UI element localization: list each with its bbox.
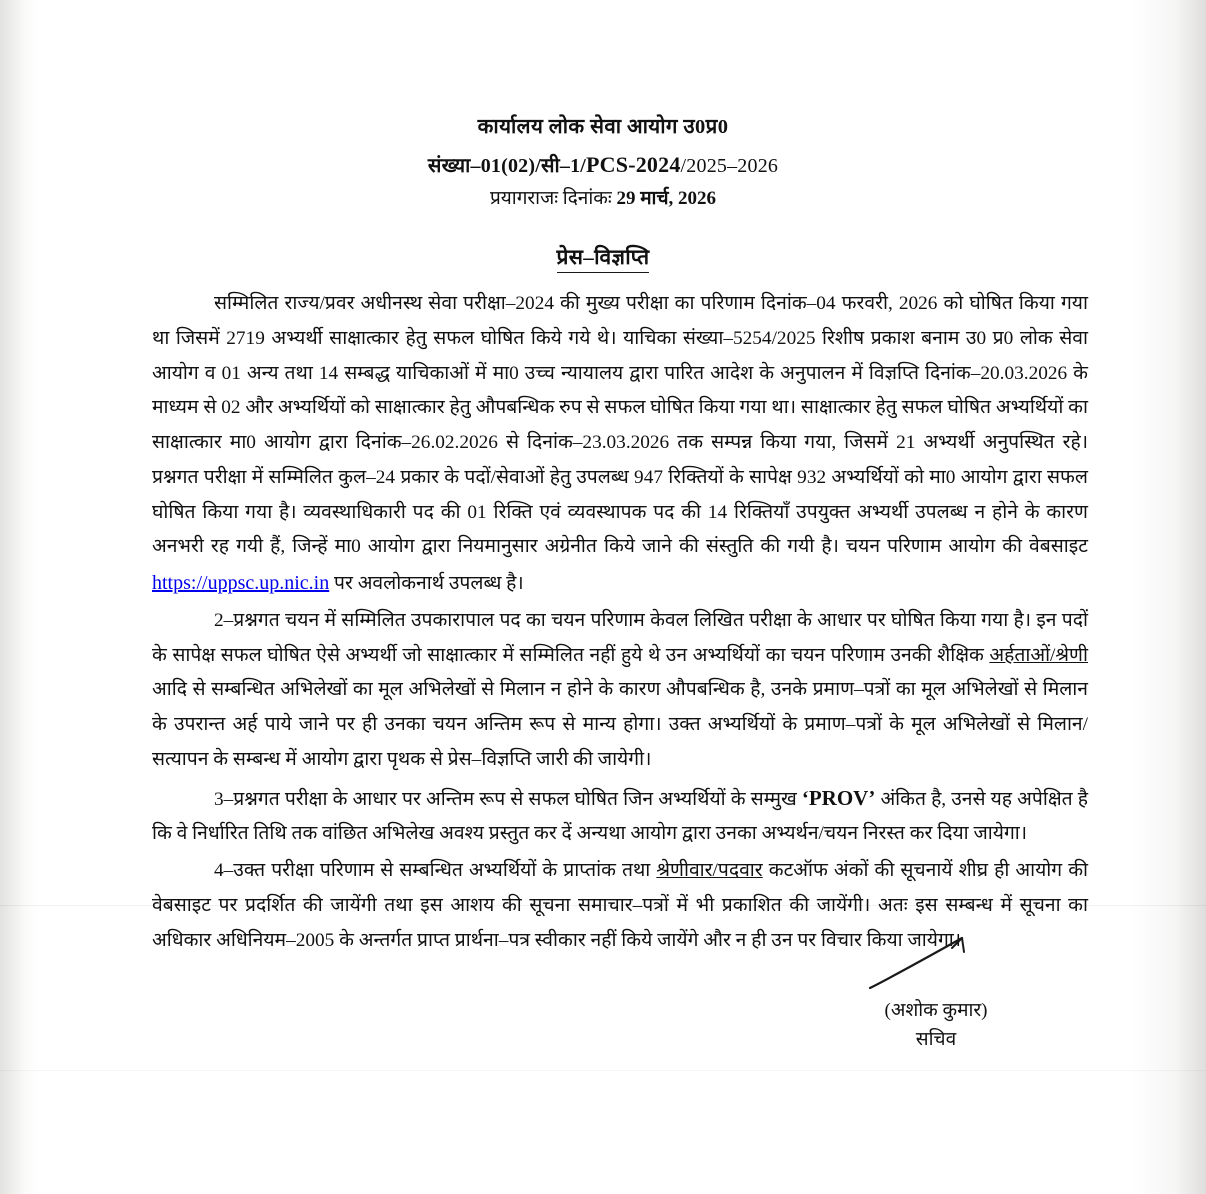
- paragraph-2: [152, 604, 1088, 778]
- paragraph-2-tail: आदि से सम्बन्धित अभिलेखों का मूल अभिलेखों से मिलान न होने के कारण औपबन्धिक है, उनके प्रमाण–पत्रों का मूल अभिलेखों से मिलान के उपरान्त अर्ह पाये जाने पर ही उनका चयन अन्तिम रूप से मान्य होगा। उक्त अभ्यर्थियों के प्रमाण–पत्रों के मूल अभिलेखों से मिलान/सत्यापन के सम्बन्ध में आयोग द्वारा पृथक से प्रेस–विज्ञप्ति जारी की जायेगी।: [152, 679, 1088, 770]
- place-label: प्रयागराजः दिनांकः: [489, 187, 617, 209]
- paragraph-4-tail: कटऑफ अंकों की सूचनायें शीघ्र ही आयोग की वेबसाइट पर प्रदर्शित की जायेंगी तथा इस आशय की सूचना समाचार–पत्रों में भी प्रकाशित की जायेंगी। अतः इस सम्बन्ध में सूचना का अधिकार अधिनियम–2005 के अन्तर्गत प्राप्त प्रार्थना–पत्र स्वीकार नहीं किये जायेंगे और न ही उन पर विचार किया जायेगा।: [152, 860, 1088, 951]
- signature-block: [826, 940, 1046, 1055]
- document-header: [0, 112, 1206, 213]
- file-number-prefix: संख्या–01(02)/सी–1/: [427, 154, 587, 177]
- uppsc-website-link[interactable]: https://uppsc.up.nic.in: [152, 572, 330, 595]
- file-number-year: /2025–2026: [680, 154, 779, 177]
- paragraph-3-tail: अंकित है, उनसे यह अपेक्षित है कि वे निर्धारित तिथि तक वांछित अभिलेख अवश्य प्रस्तुत कर दें अन्यथा आयोग द्वारा उनका अभ्यर्थन/चयन निरस्त कर दिया जायेगा।: [152, 788, 1088, 845]
- paragraph-4-underlined-term: श्रेणीवार/पदवार: [656, 860, 763, 882]
- paragraph-4-text: 4–उक्त परीक्षा परिणाम से सम्बन्धित अभ्यर्थियों के प्राप्तांक तथा: [214, 860, 657, 882]
- paragraph-2-underlined-term: अर्हताओं/श्रेणी: [989, 644, 1088, 666]
- office-name: कार्यालय लोक सेवा आयोग उ0प्र0: [477, 116, 729, 138]
- paragraph-3: [152, 780, 1088, 853]
- place-and-date: [0, 185, 1206, 214]
- issue-date: 29 मार्च, 2026: [616, 187, 717, 209]
- handwritten-signature: [826, 940, 1046, 996]
- paragraph-1: [152, 287, 1088, 602]
- page-title: प्रेस–विज्ञप्ति: [557, 243, 650, 273]
- body-text: [152, 287, 1088, 958]
- paragraph-1-tail: पर अवलोकनार्थ उपलब्ध है।: [329, 573, 524, 595]
- file-number: [0, 148, 1206, 181]
- paragraph-2-text: 2–प्रश्नगत चयन में सम्मिलित उपकारापाल पद का चयन परिणाम केवल लिखित परीक्षा के आधार पर घोषित किया गया है। इन पदों के सापेक्ष सफल घोषित ऐसे अभ्यर्थी जो साक्षात्कार में सम्मिलित नहीं हुये थे उन अभ्यर्थियों का चयन परिणाम उनकी शैक्षिक: [152, 609, 1088, 666]
- paragraph-1-text: सम्मिलित राज्य/प्रवर अधीनस्थ सेवा परीक्षा–2024 की मुख्य परीक्षा का परिणाम दिनांक–04 फरवरी, 2026 को घोषित किया गया था जिसमें 2719 अभ्यर्थी साक्षात्कार हेतु सफल घोषित किये गये थे। याचिका संख्या–5254/2025 रिशीष प्रकाश बनाम उ0 प्र0 लोक सेवा आयोग व 01 अन्य तथा 14 सम्बद्ध याचिकाओं में मा0 उच्च न्यायालय द्वारा पारित आदेश के अनुपालन में विज्ञप्ति दिनांक–20.03.2026 के माध्यम से 02 और अभ्यर्थियों को साक्षात्कार हेतु औपबन्धिक रुप से सफल घोषित किया गया था। साक्षात्कार हेतु सफल घोषित अभ्यर्थियों का साक्षात्कार मा0 आयोग द्वारा दिनांक–26.02.2026 से दिनांक–23.03.2026 तक सम्पन्न किया गया, जिसमें 21 अभ्यर्थी अनुपस्थित रहे। प्रश्नगत परीक्षा में सम्मिलित कुल–24 प्रकार के पदों/सेवाओं हेतु उपलब्ध 947 रिक्तियों के सापेक्ष 932 अभ्यर्थियों को मा0 आयोग द्वारा सफल घोषित किया गया है। व्यवस्थाधिकारी पद की 01 रिक्ति एवं व्यवस्थापक पद की 14 रिक्तियाँ उपयुक्त अभ्यर्थी उपलब्ध न होने के कारण अनभरी रह गयी हैं, जिन्हें मा0 आयोग द्वारा नियमानुसार अग्रेनीत किये जाने की संस्तुति की गयी है। चयन परिणाम आयोग की वेबसाइट: [152, 293, 1088, 558]
- signatory-name: (अशोक कुमार): [884, 1000, 988, 1021]
- page-fold-line-lower: [0, 1070, 1206, 1071]
- paragraph-3-text: 3–प्रश्नगत परीक्षा के आधार पर अन्तिम रूप से सफल घोषित जिन अभ्यर्थियों के सम्मुख: [214, 788, 802, 810]
- file-number-exam: PCS-2024: [586, 151, 681, 177]
- title-container: [0, 243, 1206, 273]
- signatory-designation: सचिव: [915, 1029, 957, 1051]
- prov-marker: ‘PROV’: [801, 785, 876, 810]
